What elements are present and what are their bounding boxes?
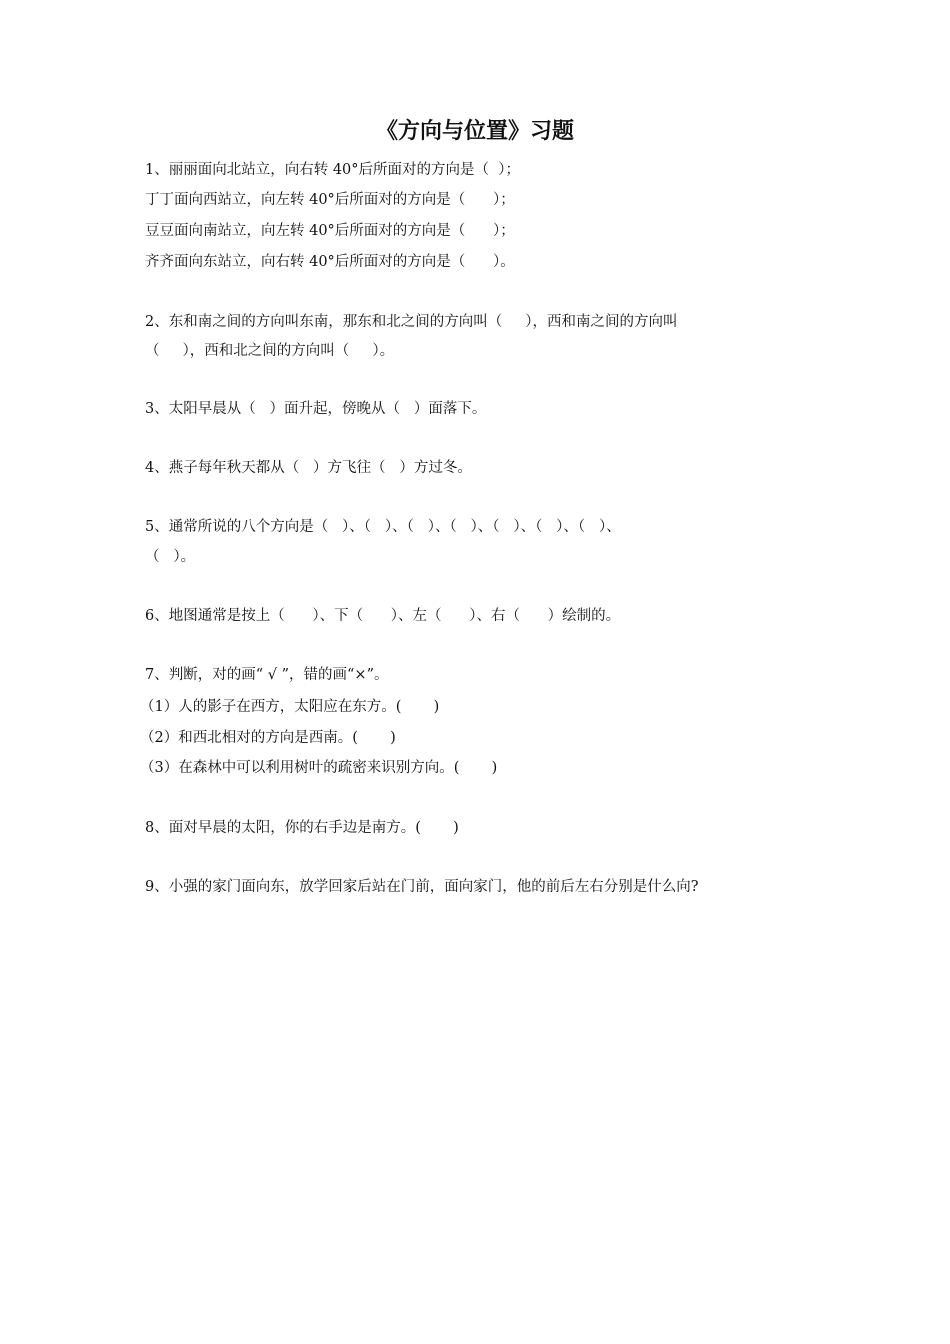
question-1-line-2: 丁丁面向西站立，向左转 40°后所面对的方向是（ ）；: [145, 192, 515, 208]
question-7: 7、判断，对的画“ √ ”，错的画“×”。: [145, 667, 389, 683]
question-7-item-1: （1）人的影子在西方，太阳应在东方。( ): [140, 699, 440, 715]
question-9: 9、小强的家门面向东，放学回家后站在门前，面向家门，他的前后左右分别是什么向?: [145, 879, 699, 895]
question-7-item-3: （3）在森林中可以利用树叶的疏密来识别方向。( ): [140, 760, 498, 776]
question-1-line-1: 1、丽丽面向北站立，向右转 40°后所面对的方向是（ ）；: [145, 162, 521, 178]
question-4: 4、燕子每年秋天都从（ ）方飞往（ ）方过冬。: [145, 460, 472, 476]
question-8: 8、面对早晨的太阳，你的右手边是南方。( ): [145, 820, 459, 836]
question-6: 6、地图通常是按上（ ）、下（ ）、左（ ）、右（ ）绘制的。: [145, 608, 621, 624]
question-2-line-1: 2、东和南之间的方向叫东南，那东和北之间的方向叫（ ），西和南之间的方向叫: [145, 314, 678, 330]
question-2-line-2: （ ），西和北之间的方向叫（ ）。: [145, 343, 395, 359]
question-5-line-1: 5、通常所说的八个方向是（ ）、（ ）、（ ）、（ ）、（ ）、（ ）、（ ）、: [145, 519, 621, 535]
question-1-line-3: 豆豆面向南站立，向左转 40°后所面对的方向是（ ）；: [145, 223, 515, 239]
question-5-line-2: （ ）。: [145, 549, 196, 565]
question-3: 3、太阳早晨从（ ）面升起，傍晚从（ ）面落下。: [145, 401, 487, 417]
question-7-item-2: （2）和西北相对的方向是西南。( ): [140, 730, 396, 746]
question-1-line-4: 齐齐面向东站立，向右转 40°后所面对的方向是（ ）。: [145, 254, 515, 270]
document-title: 《方向与位置》习题: [375, 119, 574, 144]
